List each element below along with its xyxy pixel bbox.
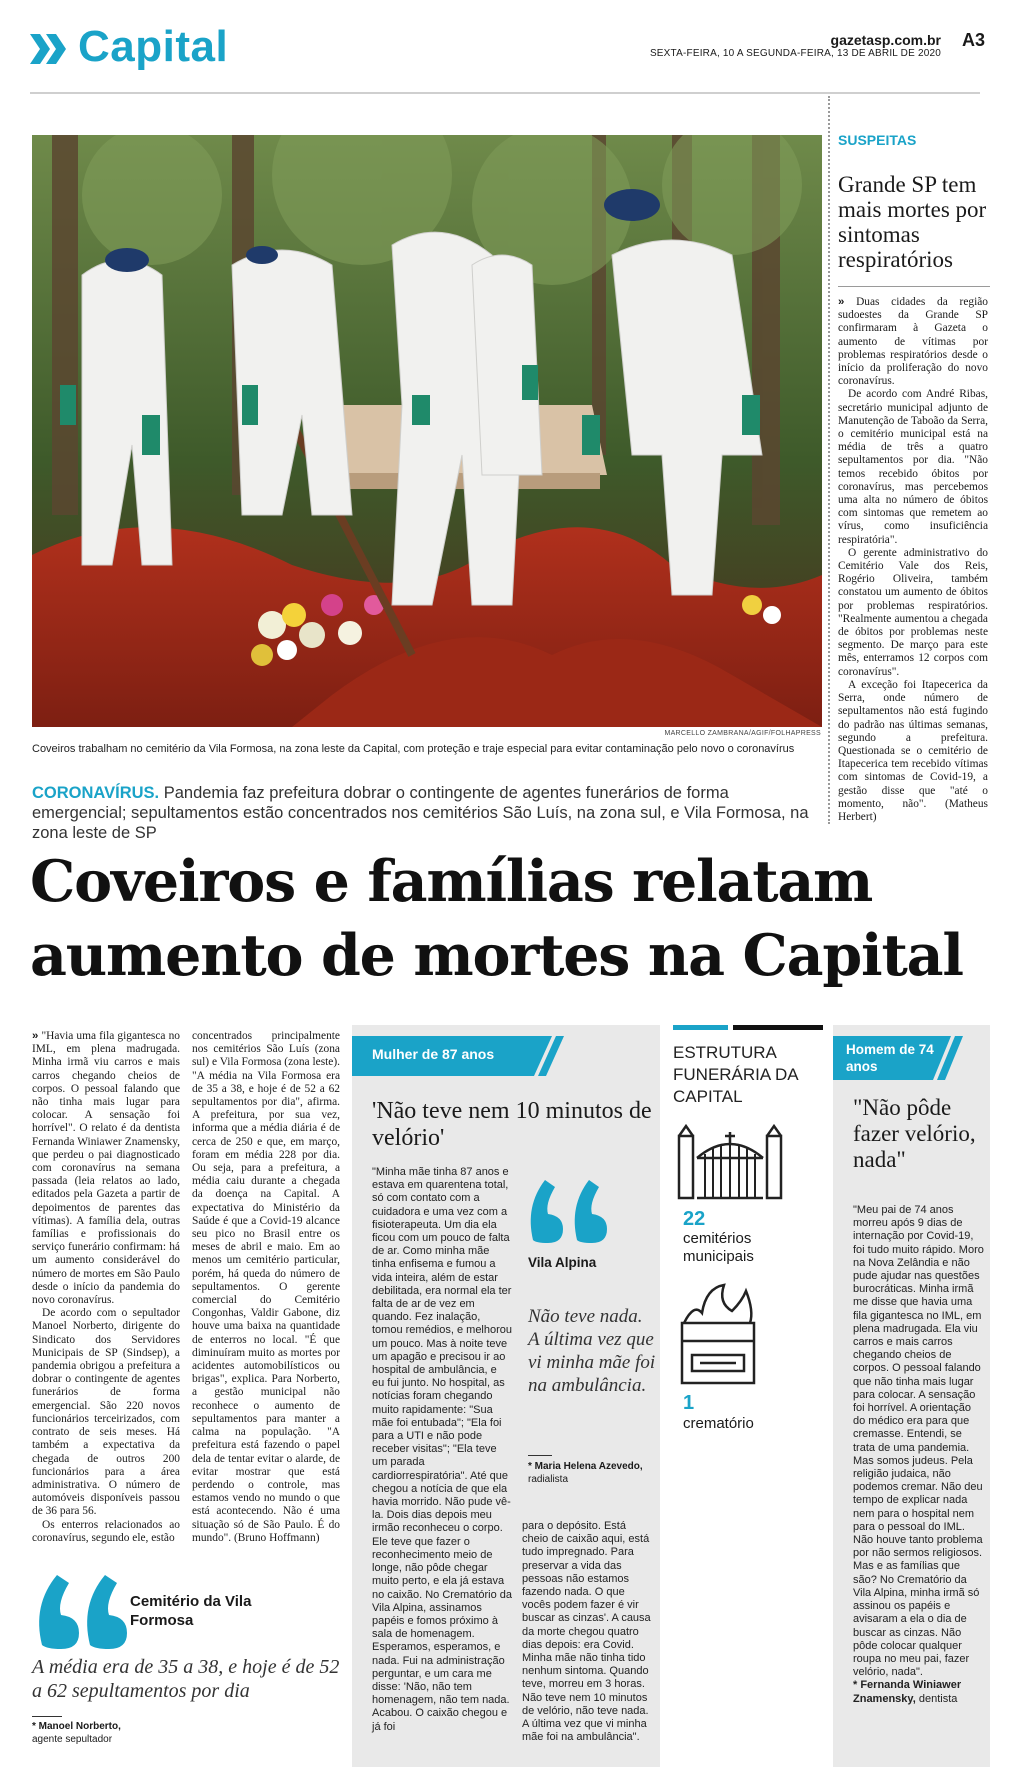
sidebar-divider xyxy=(828,96,830,824)
article-deck xyxy=(32,783,822,843)
body-paragraph: "Havia uma fila gigantesca no IML, em plena madrugada. Minha irmã viu carros e mais carros chegando cheios de corpos. O pessoal falando que não tinha mais lugar para colocar. A sensação foi horrível". O relato é da dentista Fernanda Winiawer Znamensky, que perdeu o pai diagnosticado com coronavírus na semana passada (leia relatos ao lado, editados pela Gazeta a partir de depoimentos de parentes das vítimas). A família dela, outras famílias e profissionais do serviço funerário confirmam: há um aumento considerável do número de mortes em São Paulo desde o início da pandemia do novo coronavírus. xyxy=(32,1030,180,1307)
testimonial-title: 'Não teve nem 10 minutos de velório' xyxy=(372,1098,652,1151)
body-column-1 xyxy=(32,1030,180,1545)
cemetery-gate-icon xyxy=(675,1118,785,1200)
sidebar-tag: SUSPEITAS xyxy=(838,132,917,148)
header-rule xyxy=(30,92,980,94)
testimonial-text: "Minha mãe tinha 87 anos e estava em quarentena total, só com contato com a cuidadora e uma vez com a fisioterapeuta. Um dia ela ficou com um pouco de falta de ar. Como minha mãe tinha enfisema e fumou a vida inteira, além de estar debilitada, era normal ela ter falta de ar de vez em quando. Fez inalação, tomou remédios, e melhorou um pouco. Mas à noite teve um apagão e precisou ir ao hospital de ambulância, e eu fui junto. No hospital, as notícias foram chegando muito rapidamente: "Sua mãe foi entubada"; "Ela foi para a UTI e não pode receber visitas"; "Ela teve um parada cardiorrespiratória". Até que chegou a notícia de que ela havia morrido. Não pude vê-la. Dois dias depois meu irmão reconheceu o corpo. Ele teve que fazer o reconhecimento meio de longe, não pôde chegar muito perto, e ela já estava no caixão. No Crematório da Vila Alpina, assinamos papéis e fomos próximo à sala de homenagem. Esperamos, esperamos, e nada. Fui na administração perguntar, e um cara me disse: 'Não, não tem homenagem, não tem nada. Acabou. O caixão chegou e já foi xyxy=(372,1166,513,1733)
sidebar-body xyxy=(838,296,988,824)
sidebar-paragraph: A exceção foi Itapecerica da Serra, onde número de sepultamentos não está fugindo do padrão nas últimas semanas, segundo a prefeitura. Questionada se o cemitério de Itapecerica tem recebido vítimas com sintomas de Covid-19, a gestão disse que "até o momento, não". (Matheus Herbert) xyxy=(838,678,988,823)
section-chevron-icon xyxy=(30,34,68,64)
author-name: * Fernanda Winiawer Znamensky, xyxy=(853,1679,962,1705)
testimonial-tab-label: Homem de 74 anos xyxy=(846,1042,934,1074)
crematorium-icon xyxy=(676,1283,761,1388)
photo-caption: Coveiros trabalham no cemitério da Vila Formosa, na zona leste da Capital, com proteção e traje especial para evitar contaminação pelo novo o coronavírus xyxy=(32,743,795,755)
page-number: A3 xyxy=(961,30,985,50)
photo-credit: MARCELLO ZAMBRANA/AGIF/FOLHAPRESS xyxy=(664,730,821,737)
sidebar-rule xyxy=(838,286,990,287)
issue-date: SEXTA-FEIRA, 10 A SEGUNDA-FEIRA, 13 DE ABRIL DE 2020 xyxy=(649,48,941,59)
infographic-bar-accent xyxy=(673,1025,728,1030)
crematorium-label: crematório xyxy=(683,1415,754,1432)
testimonial-quote: Não teve nada. A última vez que vi minha mãe foi na ambulância. xyxy=(528,1306,656,1396)
gravediggers-photo xyxy=(32,135,822,727)
body-column-2 xyxy=(192,1030,340,1545)
pullquote-text: A média era de 35 a 38, e hoje é de 52 a 62 sepultamentos por dia xyxy=(32,1656,340,1702)
author-name: * Manoel Norberto, xyxy=(32,1721,121,1732)
sidebar-paragraph: De acordo com André Ribas, secretário municipal adjunto de Manutenção de Taboão da Serra, o cemitério municipal está na média de três a quatro sepultamentos por dia. "Não temos recebido óbitos por coronavírus, mas percebemos uma alta no número de óbitos com sintomas que remetem ao vírus, como insuficiência respiratória". xyxy=(838,388,988,546)
testimonial-author xyxy=(528,1460,658,1486)
lead-chevron-icon: » xyxy=(32,1030,39,1042)
cemeteries-count: 22 xyxy=(683,1208,706,1230)
testimonial-quote-rule xyxy=(528,1455,552,1456)
infographic-title: ESTRUTURA FUNERÁRIA DA CAPITAL xyxy=(673,1043,798,1106)
sidebar-title: Grande SP tem mais mortes por sintomas respiratórios xyxy=(838,172,987,272)
testimonial-place: Vila Alpina xyxy=(528,1255,597,1270)
news-photo xyxy=(32,135,822,727)
testimonial-text-continued: para o depósito. Está cheio de caixão aqui, está tudo impregnado. Para preservar a vida das pessoas não estamos fazendo nada. O que vocês podem fazer é vir buscar as cinzas'. A causa da morte chegou quatro dias depois: era Covid. Minha mãe não tinha tido nenhum sintoma. Quando teve, morreu em 3 horas. Não teve nem 10 minutos de velório, não teve nada. A última vez que vi minha mãe foi na ambulância". xyxy=(522,1520,651,1744)
author-role: dentista xyxy=(918,1692,958,1705)
infographic-bar-dark xyxy=(733,1025,823,1030)
crematorium-count: 1 xyxy=(683,1392,695,1414)
testimonial-title: "Não pôde fazer velório, nada" xyxy=(853,1095,976,1172)
sidebar-paragraph: Duas cidades da região sudoestes da Grande SP confirmaram à Gazeta o aumento de vítimas por problemas respiratórios desde o início da proliferação do novo coronavírus. xyxy=(838,296,988,388)
testimonial-tab-label: Mulher de 87 anos xyxy=(372,1046,495,1062)
site-url[interactable]: gazetasp.com.br xyxy=(830,32,941,48)
sidebar-paragraph: O gerente administrativo do Cemitério Vale dos Reis, Rogério Oliveira, também constatou um aumento de óbitos por problemas respiratórios. "Realmente aumentou a chegada de óbitos por problemas neste segmento. De março para este mês, enterramos 12 corpos com coronavírus". xyxy=(838,546,988,678)
lead-chevron-icon: » xyxy=(838,296,845,308)
body-paragraph: Os enterros relacionados ao coronavírus, segundo ele, estão xyxy=(32,1518,180,1544)
section-title: Capital xyxy=(78,22,229,71)
quote-marks-icon xyxy=(32,1560,132,1650)
pullquote-source: Cemitério da Vila Formosa xyxy=(130,1593,252,1629)
pullquote-author xyxy=(32,1720,232,1746)
article-headline: Coveiros e famílias relatam aumento de mortes na Capital xyxy=(30,848,963,989)
testimonial-body: "Meu pai de 74 anos morreu após 9 dias de internação por Covid-19, foi tudo muito rápido. Moro na Nova Zelândia e não pude ajudar nas questões burocráticas. Minha irmã me disse que havia uma fila gigantesca no IML, em plena madrugada. Ela viu carros e mais carros chegando cheios de corpos. O pessoal falando que não tinha mais lugar para colocar. A sensação foi horrível. A orientação do médico era para que cremasse. Entendi, se trata de uma pandemia. Mas somos judeus. Pela religião judaica, não podemos cremar. Não deu tempo de explicar nada nem para o hospital nem para o pessoal do IML. Não houve tanto problema por não sermos religiosos. Mas e as famílias que são? No Crematório da Vila Alpina, minha irmã só assinou os papéis e avisaram a ela o dia de buscar as cinzas. Não pôde colocar qualquer roupa no meu pai, fazer velório, nada". xyxy=(853,1204,984,1679)
deck-label: CORONAVÍRUS. xyxy=(32,784,160,802)
body-paragraph: De acordo com o sepultador Manoel Norberto, dirigente do Sindicato dos Servidores Municipais de SP (Sindsep), a pandemia obrigou a prefeitura a dobrar o contingente de agentes funerários de forma emergencial. São 220 novos funcionários terceirizados, com contrato de seis meses. Há também a expectativa da chegada de outros 200 funcionários para a área administrativa. O número de automóveis disponíveis passou de 36 para 56. xyxy=(32,1307,180,1518)
deck-text: Pandemia faz prefeitura dobrar o contingente de agentes funerários de forma emergencial; sepultamentos estão concentrados nos cemitérios São Luís, na zona sul, e Vila Formosa, na zona leste de SP xyxy=(32,784,809,842)
testimonial-text xyxy=(853,1204,985,1706)
author-name: * Maria Helena Azevedo, xyxy=(528,1461,643,1472)
pullquote-rule xyxy=(32,1716,62,1717)
author-role: radialista xyxy=(528,1474,569,1485)
cemeteries-label: cemitérios municipais xyxy=(683,1230,754,1265)
quote-marks-icon xyxy=(525,1170,625,1245)
author-role: agente sepultador xyxy=(32,1734,113,1745)
body-paragraph: concentrados principalmente nos cemitérios São Luís (zona sul) e Vila Formosa (zona leste). "A média na Vila Formosa era de 35 a 38, e hoje é de 52 a 62 sepultamentos por dia", afirma. A prefeitura, por sua vez, informa que a média diária é de cerca de 250 e que, em março, foram em média 228 por dia. Ou seja, para a prefeitura, a média caiu durante a chegada da doença na Capital. A expectativa do Ministério da Saúde é que a Covid-19 alcance seu pico no Brasil entre os meses de abril e maio. Em ao menos um cemitério particular, porém, há queda do número de sepultamentos. O gerente comercial do Cemitério Congonhas, Valdir Gabone, diz houve uma baixa na quantidade de enterros no local. "É que diminuíram muito as mortes por acidentes automobilísticos ou brigas", explica. Para Norberto, a gestão municipal não reconhece o aumento de sepultamentos para manter a calma na população. "A prefeitura está fazendo o papel dela de tentar evitar o alarde, de evitar mostrar que está perdendo o controle, mas estamos vendo no mundo o que está acontecendo. Não é uma situação só de São Paulo. É do mundo". (Bruno Hoffmann) xyxy=(192,1030,340,1544)
